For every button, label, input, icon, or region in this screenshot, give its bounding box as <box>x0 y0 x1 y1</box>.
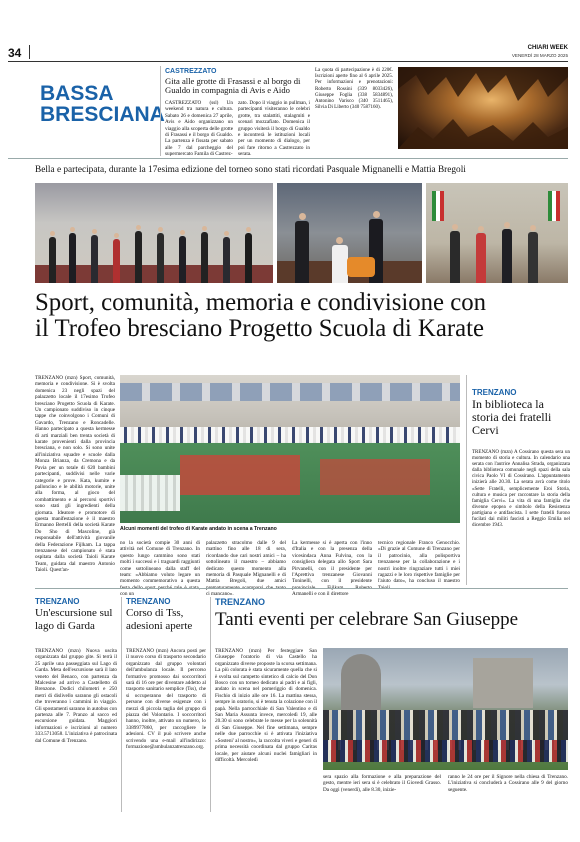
karate-col4: La kermesse si è aperta con l'inno d'Italia e con la presenza della vicesindaca Anna Fulvina, con la consigliera delegata allo Sport Sara Pirvanelli, con il presidente per l'Aprettiva trenzanese Giovanni Toninelli, con il presidente provinciale Fijlkam Roberto Armanelli e con il direttore <box>292 540 372 598</box>
karate-hall-photo <box>120 375 460 523</box>
grotte-kicker: CASTREZZATO <box>165 68 217 75</box>
cervi-text: TRENZANO (mzn) A Cossirano questa sera un momento di storia e cultura. In calendario una serata con l'autrice Annalisa Strada, organizzata dalla biblioteca comunale negli spazi della sala civica Paolo VI di Cossirano. L'appuntamento inizierà alle 20.30. La serata avrà come titolo «Sette Fratelli, semplicemente Eroi Storia, cultura e musica per raccontare la storia della famiglia Cervi». La vita di una famiglia che divenne epopea e simbolo della Resistenza partigiana e antifascista. I sette fratelli furono fucilati dai militi fascisti a Reggio Emilia nel dicembre 1943. <box>472 450 570 529</box>
tss-divider <box>210 597 211 812</box>
karate-subhead: Bella e partecipata, durante la 17esima edizione del torneo sono stati ricordati Pasquale Mignanelli e Mattia Bregoli <box>35 165 466 175</box>
section-title-line2: BRESCIANA <box>40 103 165 126</box>
page-number: 34 <box>8 46 22 60</box>
karate-headline-line2: il Trofeo bresciano Progetto Scuola di Karate <box>35 315 485 342</box>
grotte-bottom-rule <box>8 158 568 159</box>
grotte-col1: CASTREZZATO (ssl) Un weekend tra natura e cultura. Sabato 26 e domenica 27 aprile, Avis e Aido organizzano un viaggio alla scoperta delle grotte di Frasassi e il borgo di Gualdo. La partenza è fissata per sabato alle 7 dal parcheggio del supermercato Famila di Castrez- <box>165 100 233 158</box>
giuseppe-title: Tanti eventi per celebrare San Giuseppe <box>215 609 519 630</box>
issue-date: VENERDÌ 28 MARZO 2025 <box>511 53 568 58</box>
header-rule <box>8 61 568 62</box>
karate-headline <box>35 290 575 342</box>
giuseppe-photo <box>323 648 568 770</box>
karate-photo-1 <box>35 183 273 283</box>
tss-title: Corso di Tss, adesioni aperte <box>126 607 193 632</box>
tss-text: TRENZANO (mzn) Ancora posti per il nuovo corso di trasporto secondario organizzato dal gruppo volontari dell'ambulanza locale. Il percorso formativo promosso dai soccorritori sarà di 16 ore per diventare addetto al trasporto sanitario semplice (Tss), che si occuperanno del trasporto di persone con diverse esigenze con i mezzi di piccola taglia del gruppo di piazza del Volontario. I soccorritori hanno, inoltre, attivato un numero, lo 3389977860, per raccogliere le adesioni. CV il può scrivere anche scrivendo una e-mail all'indirizzo: formazione@ambulanzatrenzano.org. <box>126 648 206 751</box>
karate-photo-caption: Alcuni momenti del trofeo di Karate andato in scena a Trenzano <box>120 526 277 532</box>
garda-kicker: TRENZANO <box>35 597 80 606</box>
grotte-photo <box>398 67 568 149</box>
karate-col2: no la società compie 30 anni di attività nel Comune di Trenzano. In questo lungo cammino sono stati molti i successi e i traguardi raggiunti come sottolineano dalla staff del team: «Abbiamo voluto legare un momento commemorativo a questa festa dello sport perché tale è stata, con un <box>120 540 200 598</box>
giuseppe-col3: ranno le 24 ore per il Signore nella chiesa di Trenzano. L'iniziativa si concluderà a Cossirano alle 9 del giorno seguente. <box>448 774 568 793</box>
grotte-col2: zato. Dopo il viaggio in pullman, i partecipanti visiteranno le celebri grotte, tra stalattiti, stalagmiti e scenari mozzafiato. Domenica il gruppo visiterà il borgo di Gualdo e incontrerà le istituzioni locali per un momento di dialogo, per poi fare ritorno a Castrezzato in serata. <box>238 100 310 158</box>
header-divider <box>29 45 30 59</box>
grotte-title: Gita alle grotte di Frasassi e al borgo di Gualdo in compagnia di Avis e Aido <box>165 76 301 96</box>
cervi-divider <box>466 375 467 585</box>
karate-col1: TRENZANO (mzn) Sport, comunità, memoria e condivisione. Si è svolta domenica 23 negli spazi del palazzetto locale il 17esimo Trofeo bresciano Progetto Scuola di Karate. Un campionato suddiviso in cinque tappe che coinvolgono i Comuni di Gavardo, Trenzano e Roncadelle. Hanno partecipato a questa kermesse di arti marziali ben trenta società di karate provenienti dalla provincia bresciana, e non solo. Si sono unite all'iniziativa squadre e scuole dalla Monza Brianza, da Cremona e da Pavia per un totale di 620 bambini partecipanti, suddivisi nelle varie categorie e prove. Kata, kumite e palloncino e le abilità motorie, unite alla forma, al gioco del combattimento e ai percorsi sportivi sono stati gli ingredienti della giornata. Ideatore e promotore di questa manifestazione è il maestro Ermanno Bertelli della società Karate Do Sho di Mascoline, già responsabile dell'attività giovanile della Federazione Fijlkam. La tappa trenzanese del campionato è stata ospitata dalla società Taioli Karate Team, guidata dal maestro Antonio Taioli. Quest'an- <box>35 375 115 574</box>
cave-stalactites-icon <box>398 67 568 149</box>
karate-col5: tecnico regionale Franco Genocchio. «Di grazie al Comune di Trenzano per il patrocinio, alla polisportiva trenzanese per la collaborazione e i nostri inoltre ringraziare tutti i miei ragazzi e le loro rispettive famiglie per l'aiuto dato», ha concluso il maestro Taioli. <box>378 540 460 591</box>
karate-photo-2 <box>277 183 422 283</box>
brand-name: CHIARI WEEK <box>527 45 568 51</box>
karate-headline-line1: Sport, comunità, memoria e condivisione con <box>35 289 487 316</box>
section-title-line1: BASSA <box>40 82 114 105</box>
cervi-title: In biblioteca la storia dei fratelli Cervi <box>472 397 552 437</box>
karate-bottom-rule <box>35 588 568 589</box>
garda-title: Un'escursione sul lago di Garda <box>35 607 113 632</box>
garda-text: TRENZANO (mzn) Nuova uscita organizzata dal gruppo gite. Si terrà il 25 aprile una passeggiata sul Lago di Garda. Meta dell'escursione sarà il lato veneto del Benaco, con partenza da Malcesine ad arrivo a Castelletto di Brenzone. Dodici chilometri e 250 metri di dislivello saranno gli ostacoli che troveranno i cammini in viaggio. Gli spostamenti saranno in autobus con partenza alle 7. Pranzo al sacco ed escursione guidata. Maggiori informazioni e iscrizioni al numero 333.5713058. L'iniziativa è patrocinata dal Comune di Trenzano. <box>35 648 117 744</box>
cervi-kicker: TRENZANO <box>472 388 517 397</box>
section-title <box>40 83 165 125</box>
karate-col3: palazzetto stracolmo dalle 9 del mattino fino alle 18 di sera, ricordando due cari nostri amici – ha sottolineato il maestro – abbiamo dedicato questo momento alla memoria di Pasquale Mignanelli e di Mattia Bregoli, due amici prematuramente scomparsi che tanto ci mancano». <box>206 540 286 598</box>
garda-divider <box>121 597 122 812</box>
giuseppe-col2: sera spazio alla formazione e alla preparazione del gesto, mentre ieri sera si è celebrato il Giovedì Grasso. Da oggi (venerdì), alle 8.30, inizie- <box>323 774 441 793</box>
giuseppe-kicker: TRENZANO <box>215 597 265 607</box>
grotte-col3: La quota di partecipazione è di 220€. Iscrizioni aperte fino al 6 aprile 2025. Per informazioni e prenotazioni: Roberto Rossini (339 8033426), Giuseppe Foglia (338 5834891), Antonino Varisco (340 3511465), Silvia Di Liberto (340 7587160). <box>315 68 393 111</box>
giuseppe-col1: TRENZANO (mzn) Per festeggiare San Giuseppe l'oratorio di via Castello ha organizzato diverse proposte la scorsa settimana. La più colorata è stata sicuramente quella che si è svolta sul campetto sintetico di calcio del Don Bosco con un torneo dedicato ai padri e ai figli, andato in scena nel pomeriggio di domenica. Fischio di inizio alle ore 16. La mattina stessa, sempre in oratorio, si è tenuta la colazione con il papà. Nella parrocchiale di San Valentino e di San Maria Assunta invece, mercoledì 19, alle 20.30 si sono celebrate le messe per la solennità di San Giuseppe. Nel fine settimana, sempre nelle due parrocchie si è attivata l'iniziativa «Sosteni' al nostro», la raccolta viveri e generi di prima necessità coordinata dal gruppo Caritas locale, per aiutare alcuni nuclei famigliari in difficoltà. Mercoledì <box>215 648 317 763</box>
karate-photo-3 <box>426 183 568 283</box>
tss-kicker: TRENZANO <box>126 597 171 606</box>
section-divider <box>160 66 161 156</box>
